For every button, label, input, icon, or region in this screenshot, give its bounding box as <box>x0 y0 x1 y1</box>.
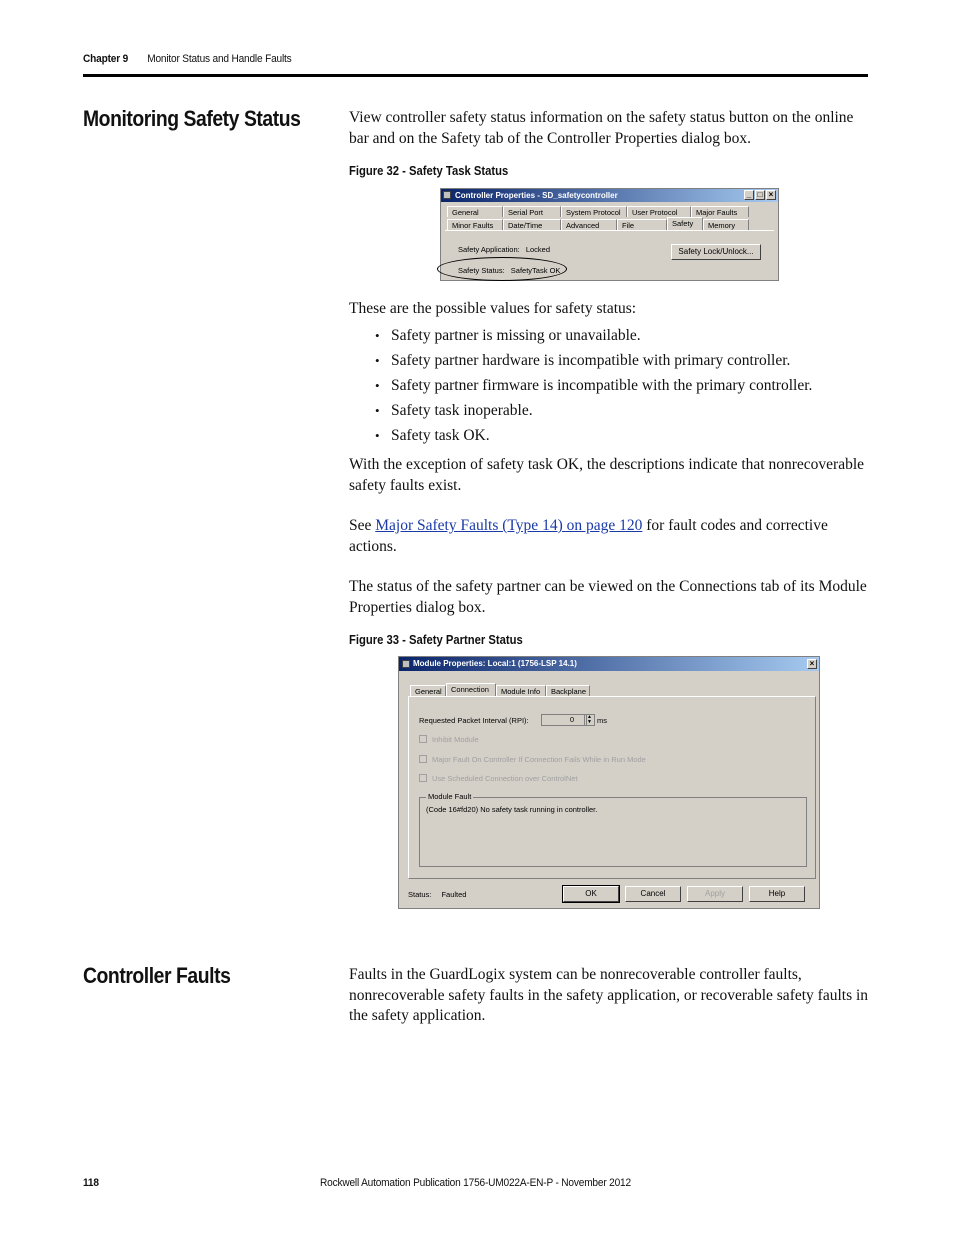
chapter-title: Monitor Status and Handle Faults <box>147 53 292 65</box>
tab-general[interactable]: General <box>447 206 503 217</box>
safety-application-label: Safety Application: <box>458 245 520 254</box>
module-fault-group <box>419 792 807 867</box>
tab-panel-edge <box>445 230 774 231</box>
scheduled-connection-label: Use Scheduled Connection over ControlNet <box>432 774 578 783</box>
controller-faults-paragraph: Faults in the GuardLogix system can be nonrecoverable controller faults, nonrecoverable safety faults in the safety application, or recoverable safety faults in the safety application. <box>349 966 869 1024</box>
tab-file[interactable]: File <box>617 219 667 230</box>
partner-paragraph: The status of the safety partner can be viewed on the Connections tab of its Module Properties dialog box. <box>349 578 867 616</box>
module-fault-group-label: Module Fault <box>428 792 472 801</box>
scheduled-connection-checkbox[interactable] <box>419 774 427 782</box>
app-icon <box>402 660 410 668</box>
tab-major-faults[interactable]: Major Faults <box>691 206 749 217</box>
exception-paragraph: With the exception of safety task OK, the descriptions indicate that nonrecoverable safety faults exist. <box>349 456 865 494</box>
apply-button[interactable]: Apply <box>687 886 743 902</box>
tab-system-protocol[interactable]: System Protocol <box>561 206 627 217</box>
inhibit-module-checkbox[interactable] <box>419 735 427 743</box>
tab-date-time[interactable]: Date/Time <box>503 219 561 230</box>
figure-32-caption: Figure 32 - Safety Task Status <box>349 164 509 178</box>
status-row <box>408 890 466 899</box>
tab-serial-port[interactable]: Serial Port <box>503 206 561 217</box>
tabs-row-2 <box>447 219 749 230</box>
close-icon[interactable]: × <box>766 190 776 200</box>
tabs-row-1 <box>447 206 749 217</box>
controller-properties-dialog <box>440 188 779 281</box>
tab-backplane[interactable]: Backplane <box>546 685 590 696</box>
see-suffix: for fault codes and corrective actions. <box>349 517 828 555</box>
header-rule <box>83 74 868 77</box>
tab-module-info[interactable]: Module Info <box>496 685 546 696</box>
publication-info: Rockwell Automation Publication 1756-UM022A-EN-P - November 2012 <box>320 1177 631 1189</box>
safety-lock-unlock-button[interactable]: Safety Lock/Unlock... <box>671 244 761 260</box>
tab-minor-faults[interactable]: Minor Faults <box>447 219 503 230</box>
close-icon[interactable]: × <box>807 659 817 669</box>
tab-connection[interactable]: Connection <box>446 683 496 696</box>
minimize-icon[interactable]: _ <box>744 190 754 200</box>
tab-advanced[interactable]: Advanced <box>561 219 617 230</box>
list-item: • Safety task OK. <box>371 426 871 451</box>
module-properties-dialog <box>398 656 820 909</box>
list-item: • Safety partner hardware is incompatible with primary controller. <box>371 351 871 376</box>
highlight-ellipse <box>437 257 567 281</box>
ok-button[interactable]: OK <box>563 886 619 902</box>
safety-application-row <box>458 245 550 254</box>
help-button[interactable]: Help <box>749 886 805 902</box>
values-intro: These are the possible values for safety status: <box>349 300 637 317</box>
dialog-title-bar <box>441 189 778 202</box>
tab-memory[interactable]: Memory <box>703 219 749 230</box>
cancel-button[interactable]: Cancel <box>625 886 681 902</box>
rpi-label: Requested Packet Interval (RPI): <box>419 716 529 725</box>
inhibit-module-label: Inhibit Module <box>432 735 479 744</box>
section-heading-monitoring: Monitoring Safety Status <box>83 106 301 131</box>
rpi-input[interactable]: 0 <box>541 714 587 726</box>
status-value: Faulted <box>441 890 467 899</box>
tab-user-protocol[interactable]: User Protocol <box>627 206 691 217</box>
list-item: • Safety partner is missing or unavailable. <box>371 326 871 351</box>
major-safety-faults-link[interactable]: Major Safety Faults (Type 14) on page 120 <box>375 517 643 534</box>
rpi-unit: ms <box>597 716 607 725</box>
major-fault-checkbox[interactable] <box>419 755 427 763</box>
list-item: • Safety partner firmware is incompatible with the primary controller. <box>371 376 871 401</box>
safety-status-values-list <box>371 326 871 451</box>
section-heading-controller-faults: Controller Faults <box>83 963 231 988</box>
tab-safety[interactable]: Safety <box>667 217 703 230</box>
safety-status-value: SafetyTask OK <box>510 266 561 275</box>
dialog-title-bar <box>399 657 819 671</box>
dialog-title: Module Properties: Local:1 (1756-LSP 14.1) <box>413 659 577 668</box>
see-prefix: See <box>349 517 376 534</box>
figure-33-caption: Figure 33 - Safety Partner Status <box>349 633 523 647</box>
module-fault-text: (Code 16#fd20) No safety task running in controller. <box>426 805 598 814</box>
dialog-title: Controller Properties - SD_safetycontroller <box>455 191 618 200</box>
safety-status-label: Safety Status: <box>458 266 505 275</box>
chapter-number: Chapter 9 <box>83 53 129 65</box>
see-paragraph <box>349 516 869 557</box>
intro-paragraph: View controller safety status information on the safety status button on the online bar and on the Safety tab of the Controller Properties dialog box. <box>349 109 854 147</box>
list-item: • Safety task inoperable. <box>371 401 871 426</box>
rpi-spinner-icon[interactable]: ▲ ▼ <box>584 714 595 726</box>
tab-general[interactable]: General <box>410 685 446 696</box>
maximize-icon[interactable]: □ <box>755 190 765 200</box>
module-tabs <box>410 685 590 696</box>
page-number: 118 <box>83 1177 99 1189</box>
app-icon <box>443 191 451 199</box>
major-fault-label: Major Fault On Controller If Connection Fails While in Run Mode <box>432 755 646 764</box>
status-label: Status: <box>408 890 432 899</box>
safety-application-value: Locked <box>525 245 550 254</box>
